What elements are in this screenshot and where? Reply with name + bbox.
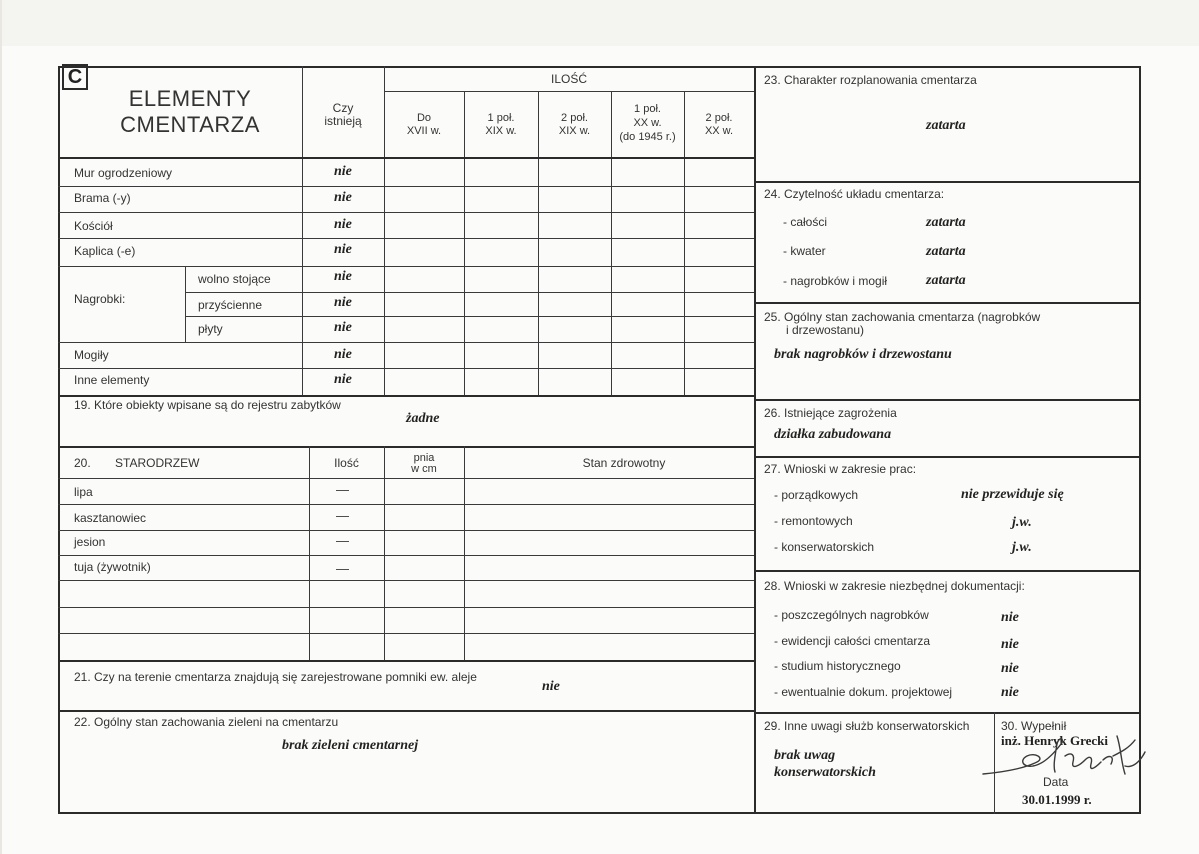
q24-item-value: zatarta [926,215,966,230]
signature [975,722,1150,782]
grid-line [754,456,1141,458]
q20-number: 20. [74,456,91,470]
q26-label: 26. Istniejące zagrożenia [764,406,897,420]
grid-line [58,157,754,159]
grid-line [185,292,754,293]
row-value: nie [334,372,352,387]
q20-title: STARODRZEW [115,456,200,470]
q24-item-value: zatarta [926,273,966,288]
q29-answer-l2: konserwatorskich [774,765,876,780]
tree-name: lipa [74,485,93,499]
grid-line [58,633,754,634]
q28-item-label: - ewidencji całości cmentarza [774,634,931,648]
row-label: Brama (-y) [74,191,131,205]
divider-main [754,66,756,814]
row-label: Inne elementy [74,373,150,387]
q28-item-value: nie [1001,685,1019,700]
grid-line [58,710,754,712]
grid-line [185,266,186,342]
grid-line [58,580,754,581]
grid-line [58,342,754,343]
q20-trunk-header-l2: w cm [411,463,437,475]
grid-line [58,504,754,505]
grid-line [58,530,754,531]
row-value: nie [334,347,352,362]
grid-line [58,238,754,239]
grid-line [58,555,754,556]
elements-title-line1: ELEMENTY [128,86,252,111]
q24-item-label: - kwater [783,244,826,258]
grid-line [58,266,754,267]
row-value: nie [334,242,352,257]
q20-trunk-header-l1: pnia [413,452,435,464]
q27-item-value: j.w. [1012,540,1032,555]
q25-label-l2: i drzewostanu) [786,323,865,337]
q28-item-value: nie [1001,661,1019,676]
q24-item-label: - nagrobków i mogił [783,274,888,288]
grid-line [754,570,1141,572]
q27-label: 27. Wnioski w zakresie prac: [764,462,917,476]
q30-label: 30. Wypełnił [1001,719,1067,733]
grid-line [58,212,754,213]
grid-line [58,660,754,662]
grid-line [58,607,754,608]
q29-answer-l1: brak uwag [774,748,836,763]
grid-line [754,181,1141,183]
q27-item-label: - remontowych [774,514,853,528]
row-value: nie [334,190,352,205]
row-label: Mogiły [74,348,109,362]
grid-line [384,446,385,661]
q28-item-label: - poszczególnych nagrobków [774,608,929,622]
q27-item-label: - porządkowych [774,488,859,502]
grid-line [754,302,1141,304]
q30-date: 30.01.1999 r. [1022,792,1092,807]
q27-item-value: nie przewiduje się [961,487,1064,502]
q19-answer: żadne [406,411,440,426]
q23-answer: zatarta [926,118,966,133]
row-label: Mur ogrodzeniowy [74,166,173,180]
form-frame [58,66,1141,814]
grid-line [58,368,754,369]
q25-label-l1: 25. Ogólny stan zachowania cmentarza (nagrobków [764,310,1041,324]
grid-line [464,446,465,661]
q26-answer: działka zabudowana [774,427,892,442]
exists-header-line2: istnieją [324,114,362,128]
q30-date-label: Data [1043,775,1069,789]
grid-line [185,316,754,317]
row-value: nie [334,320,352,335]
row-label: płyty [198,322,223,336]
q28-item-value: nie [1001,637,1019,652]
tree-count: — [336,561,349,576]
row-value: nie [334,295,352,310]
grid-line [754,399,1141,401]
section-letter: C [67,66,83,88]
q23-label: 23. Charakter rozplanowania cmentarza [764,73,977,87]
q22-answer: brak zieleni cmentarnej [282,738,419,753]
row-label: Kościół [74,219,113,233]
q20-health-header: Stan zdrowotny [582,456,666,470]
row-value: nie [334,164,352,179]
elements-title-line2: CMENTARZA [120,112,260,137]
q24-item-value: zatarta [926,244,966,259]
q27-item-value: j.w. [1012,515,1032,530]
grid-line [384,91,754,92]
grid-line [58,446,754,448]
q21-answer: nie [542,679,560,694]
q29-label: 29. Inne uwagi służb konserwatorskich [764,719,970,733]
q30-name: inż. Henryk Grecki [1001,733,1109,748]
scanner-background [2,0,1199,47]
grid-line [58,395,754,397]
row-label: przyścienne [198,298,263,312]
q22-label: 22. Ogólny stan zachowania zieleni na cmentarzu [74,715,339,729]
row-label: wolno stojące [198,272,271,286]
quantity-header: ILOŚĆ [550,72,587,86]
tree-name: kasztanowiec [74,511,147,525]
q24-label: 24. Czytelność układu cmentarza: [764,187,945,201]
grid-line [58,186,754,187]
q28-item-label: - studium historycznego [774,659,901,673]
tombstones-label: Nagrobki: [74,292,126,306]
q28-item-label: - ewentualnie dokum. projektowej [774,685,953,699]
tree-name: tuja (żywotnik) [74,560,151,574]
tree-count: — [336,508,349,523]
q25-answer: brak nagrobków i drzewostanu [774,347,952,362]
row-value: nie [334,269,352,284]
exists-header-line1: Czy [332,101,354,115]
q27-item-label: - konserwatorskich [774,540,875,554]
row-value: nie [334,217,352,232]
grid-line [309,446,310,661]
q19-label: 19. Które obiekty wpisane są do rejestru zabytków [74,398,341,412]
tree-count: — [336,533,349,548]
grid-line [754,712,1141,714]
tree-name: jesion [74,535,106,549]
q24-item-label: - całości [783,215,828,229]
q28-item-value: nie [1001,610,1019,625]
q28-label: 28. Wnioski w zakresie niezbędnej dokumentacji: [764,579,1025,593]
row-label: Kaplica (-e) [74,244,136,258]
q21-label: 21. Czy na terenie cmentarza znajdują się zarejestrowane pomniki ew. aleje [74,670,477,684]
grid-line [58,478,754,479]
tree-count: — [336,482,349,497]
q20-count-header: Ilość [334,456,359,470]
